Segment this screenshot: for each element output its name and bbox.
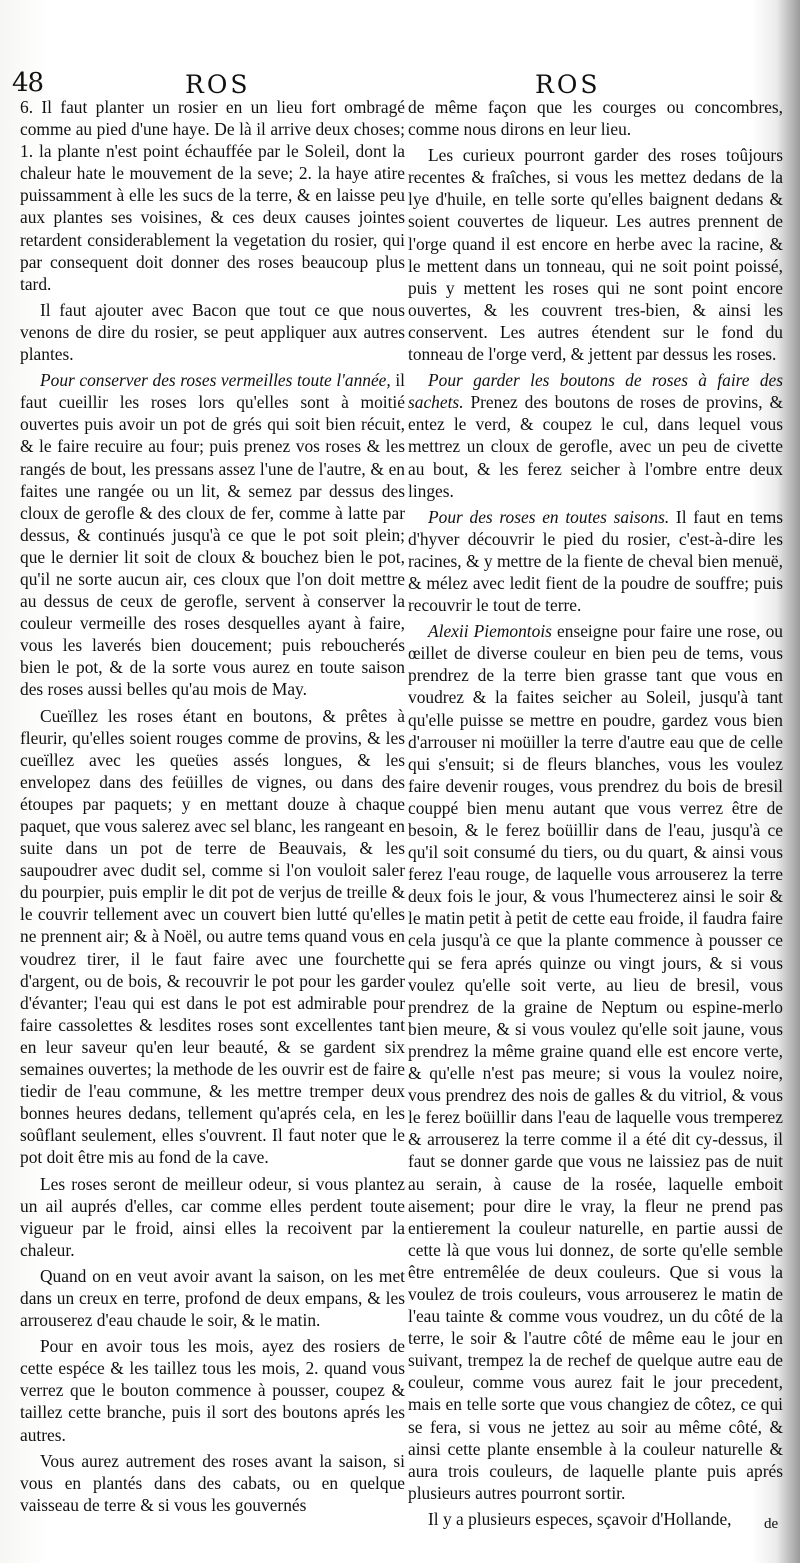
- paragraph: Pour en avoir tous les mois, ayez des rosiers de cette espéce & les taillez tous les mois, 2. quand vous verrez que le bouton commence à pousser, coupez & taillez cette branche, puis il sort des boutons aprés les autres.: [20, 1336, 405, 1445]
- catchword: de: [764, 1516, 779, 1532]
- running-head-right: ROS: [535, 70, 601, 99]
- recipe-heading: Pour garder les boutons de roses à faire des sachets.: [408, 370, 783, 413]
- paragraph: Quand on en veut avoir avant la saison, on les met dans un creux en terre, profond de deux empans, & les arrouserez d'eau chaude le soir, & le matin.: [20, 1265, 405, 1331]
- paragraph: de même façon que les courges ou concombres, comme nous dirons en leur lieu.: [408, 97, 783, 140]
- running-head-left: ROS: [185, 70, 251, 99]
- recipe-heading: Pour des roses en toutes saisons.: [428, 506, 670, 527]
- paragraph: 6. Il faut planter un rosier en un lieu fort ombragé comme au pied d'une haye. De là il arrive deux choses; 1. la plante n'est point échauffée par le Soleil, dont la chaleur hate le mouvement de la seve; 2. la haye atire puissamment à elle les sucs de la terre, & en laisse peu aux plantes ses voisines, & ces deux causes jointes retardent considerablement la vegetation du rosier, qui par consequent doit donner des roses beaucoup plus tard.: [20, 97, 405, 294]
- paragraph: Il y a plusieurs especes, sçavoir d'Hollande,: [428, 1508, 732, 1529]
- paragraph: [20, 369, 405, 700]
- paragraph: [408, 369, 783, 502]
- paragraph-text: Prenez des boutons de roses de provins, & entez le verd, & coupez le cul, dans lequel vous mettrez un cloux de gerofle, avec un peu de civette au bout, & les ferez seicher à l'ombre entre deux linges.: [408, 392, 783, 501]
- author-name: Alexii Piemontois: [428, 621, 552, 642]
- paragraph: [408, 506, 783, 616]
- paragraph-text: il faut cueillir les roses lors qu'elles sont à moitié ouvertes puis avoir un pot de grés qui soit bien récuit, & le faire recuire au four; puis prenez vos roses & les rangés de bout, les pressans assez l'une de l'autre, & en faites une rangée ou un lit, & semez par dessus des cloux de gerofle & des cloux de fer, comme à latte par dessus, & continués jusqu'à ce que le pot soit plein; que le dernier lit soit de cloux & bouchez bien le pot, qu'il ne sorte aucun air, ces cloux que l'on doit mettre au dessus de ceux de gerofle, servent à conserver la couleur vermeille des roses desquelles ayant à faire, vous les laverés bien doucement; puis reboucherés bien le pot, & de la sorte vous aurez en toute saison des roses aussi belles qu'au mois de May.: [20, 370, 405, 700]
- paragraph-text: enseigne pour faire une rose, ou œillet de diverse couleur en bien peu de tems, vous prendrez de la terre bien grasse tant que vous en voudrez & la faites seicher au Soleil, jusqu'à tant qu'elle puisse se mettre en poudre, gardez vous bien d'arrouser ni moüiller la terre d'autre eau que de celle qui s'ensuit; si de fleurs blanches, vous les voulez faire devenir rouges, vous prendrez du bois de bresil couppé bien menu autant que vous verrez être de besoin, & le ferez boüillir dans de l'eau, jusqu'à ce qu'il soit consumé du tiers, ou du quart, & ainsi vous ferez l'eau rouge, de laquelle vous arrouserez la terre deux fois le jour, & vous l'humecterez ainsi le soir & le matin petit à petit de cette eau froide, il faudra faire cela jusqu'à ce que la plante commence à pousser ce qui se fera aprés quinze ou vingt jours, & si vous voulez qu'elle soit verte, au lieu de bresil, vous prendrez de la graine de Neptum ou espine-merlo bien meure, & si vous voulez qu'elle soit jaune, vous prendrez la même graine quand elle est encore verte, & qu'elle n'est pas meure; si vous la voulez noire, vous prendrez des nois de galles & du vitriol, & vous le ferez boüillir dans l'eau de laquelle vous tremperez & arrouserez la terre comme il a été dit cy-dessus, il faut se donner garde que vous ne laissiez pas de nuit au serain, à cause de la rosée, laquelle emboit aisement; pour dire le vray, la fleur ne prend pas entierement la couleur naturelle, en partie aussi de cette là que vous lui donnez, de sorte qu'elle semble être entremêlée de deux couleurs. Que si vous la voulez de trois couleurs, vous arrouserez le matin de l'eau tainte & comme vous voudrez, un du côté de la terre, le soir & l'autre côté de même eau le jour en suivant, trempez la de rechef de quelque autre eau de couleur, comme vous aurez fait le jour precedent, mais en telle sorte que vous changiez de côtez, ce qui se fera, si vous ne jettez au soir au même côté, & ainsi cette plante ensemble à la couleur naturelle & aura trois couleurs, de laquelle plante puis aprés plusieurs autres pourront sortir.: [408, 621, 783, 1503]
- paragraph: Vous aurez autrement des roses avant la saison, si vous en plantés dans des cabats, ou en quelque vaisseau de terre & si vous les gouvernés: [20, 1450, 405, 1515]
- recipe-heading: Pour conserver des roses vermeilles toute l'année,: [40, 370, 391, 391]
- page-number: 48: [12, 68, 44, 98]
- paragraph: Il faut ajouter avec Bacon que tout ce que nous venons de dire du rosier, se peut appliquer aux autres plantes.: [20, 299, 405, 365]
- paragraph-text: Il faut en tems d'hyver découvrir le pied du rosier, c'est-à-dire les racines, & y mettre de la fiente de cheval bien menuë, & mélez avec ledit fient de la poudre de souffre; puis recouvrir le tout de terre.: [408, 506, 784, 616]
- paragraph: [408, 620, 783, 1504]
- paragraph: Les curieux pourront garder des roses toûjours recentes & fraîches, si vous les mettez dedans de la lye d'huile, en telle sorte qu'elles baignent dedans & soient couvertes de liqueur. Les autres prennent de l'orge quand il est encore en herbe avec la racine, & le mettent dans un tonneau, qui ne soit point poissé, puis y mettent les roses qui ne sont point encore ouvertes, & les couvrent tres-bien, & ainsi les conservent. Les autres étendent sur le fond du tonneau de l'orge verd, & jettent par dessus les roses.: [408, 145, 783, 365]
- right-column: [408, 96, 783, 1530]
- left-column: [20, 96, 405, 1516]
- paragraph: Cueïllez les roses étant en boutons, & prêtes à fleurir, qu'elles soient rouges comme de provins, & les cueïllez avec les queües assés longues, & les envelopez dans des feüilles de vignes, ou dans des étoupes par paquets; y en mettant douze à chaque paquet, que vous salerez avec sel blanc, les rangeant en suite dans un pot de terre de Beauvais, & les saupoudrer avec dudit sel, comme si l'on vouloit saler du pourpier, puis emplir le dit pot de verjus de treille & le couvrir tellement avec un couvert bien lutté qu'elles ne prennent air; & à Noël, ou autre tems quand vous en voudrez tirer, il le faut faire avec une fourchette d'argent, ou de bois, & recouvrir le pot pour les garder d'évanter; l'eau qui est dans le pot est admirable pour faire cassolettes & lesdites roses sont excellentes tant en leur saveur qu'en leur beauté, & se gardent six semaines ouvertes; la methode de les ouvrir est de faire tiedir de l'eau commune, & les mettre tremper deux bonnes heures dedans, tellement qu'aprés cela, en les soûflant seulement, elles s'ouvrent. Il faut noter que le pot doit être mis au fond de la cave.: [20, 705, 405, 1168]
- paragraph: Les roses seront de meilleur odeur, si vous plantez un ail auprés d'elles, car comme elles perdent toute vigueur par le froid, ainsi elles la recoivent par la chaleur.: [20, 1173, 405, 1260]
